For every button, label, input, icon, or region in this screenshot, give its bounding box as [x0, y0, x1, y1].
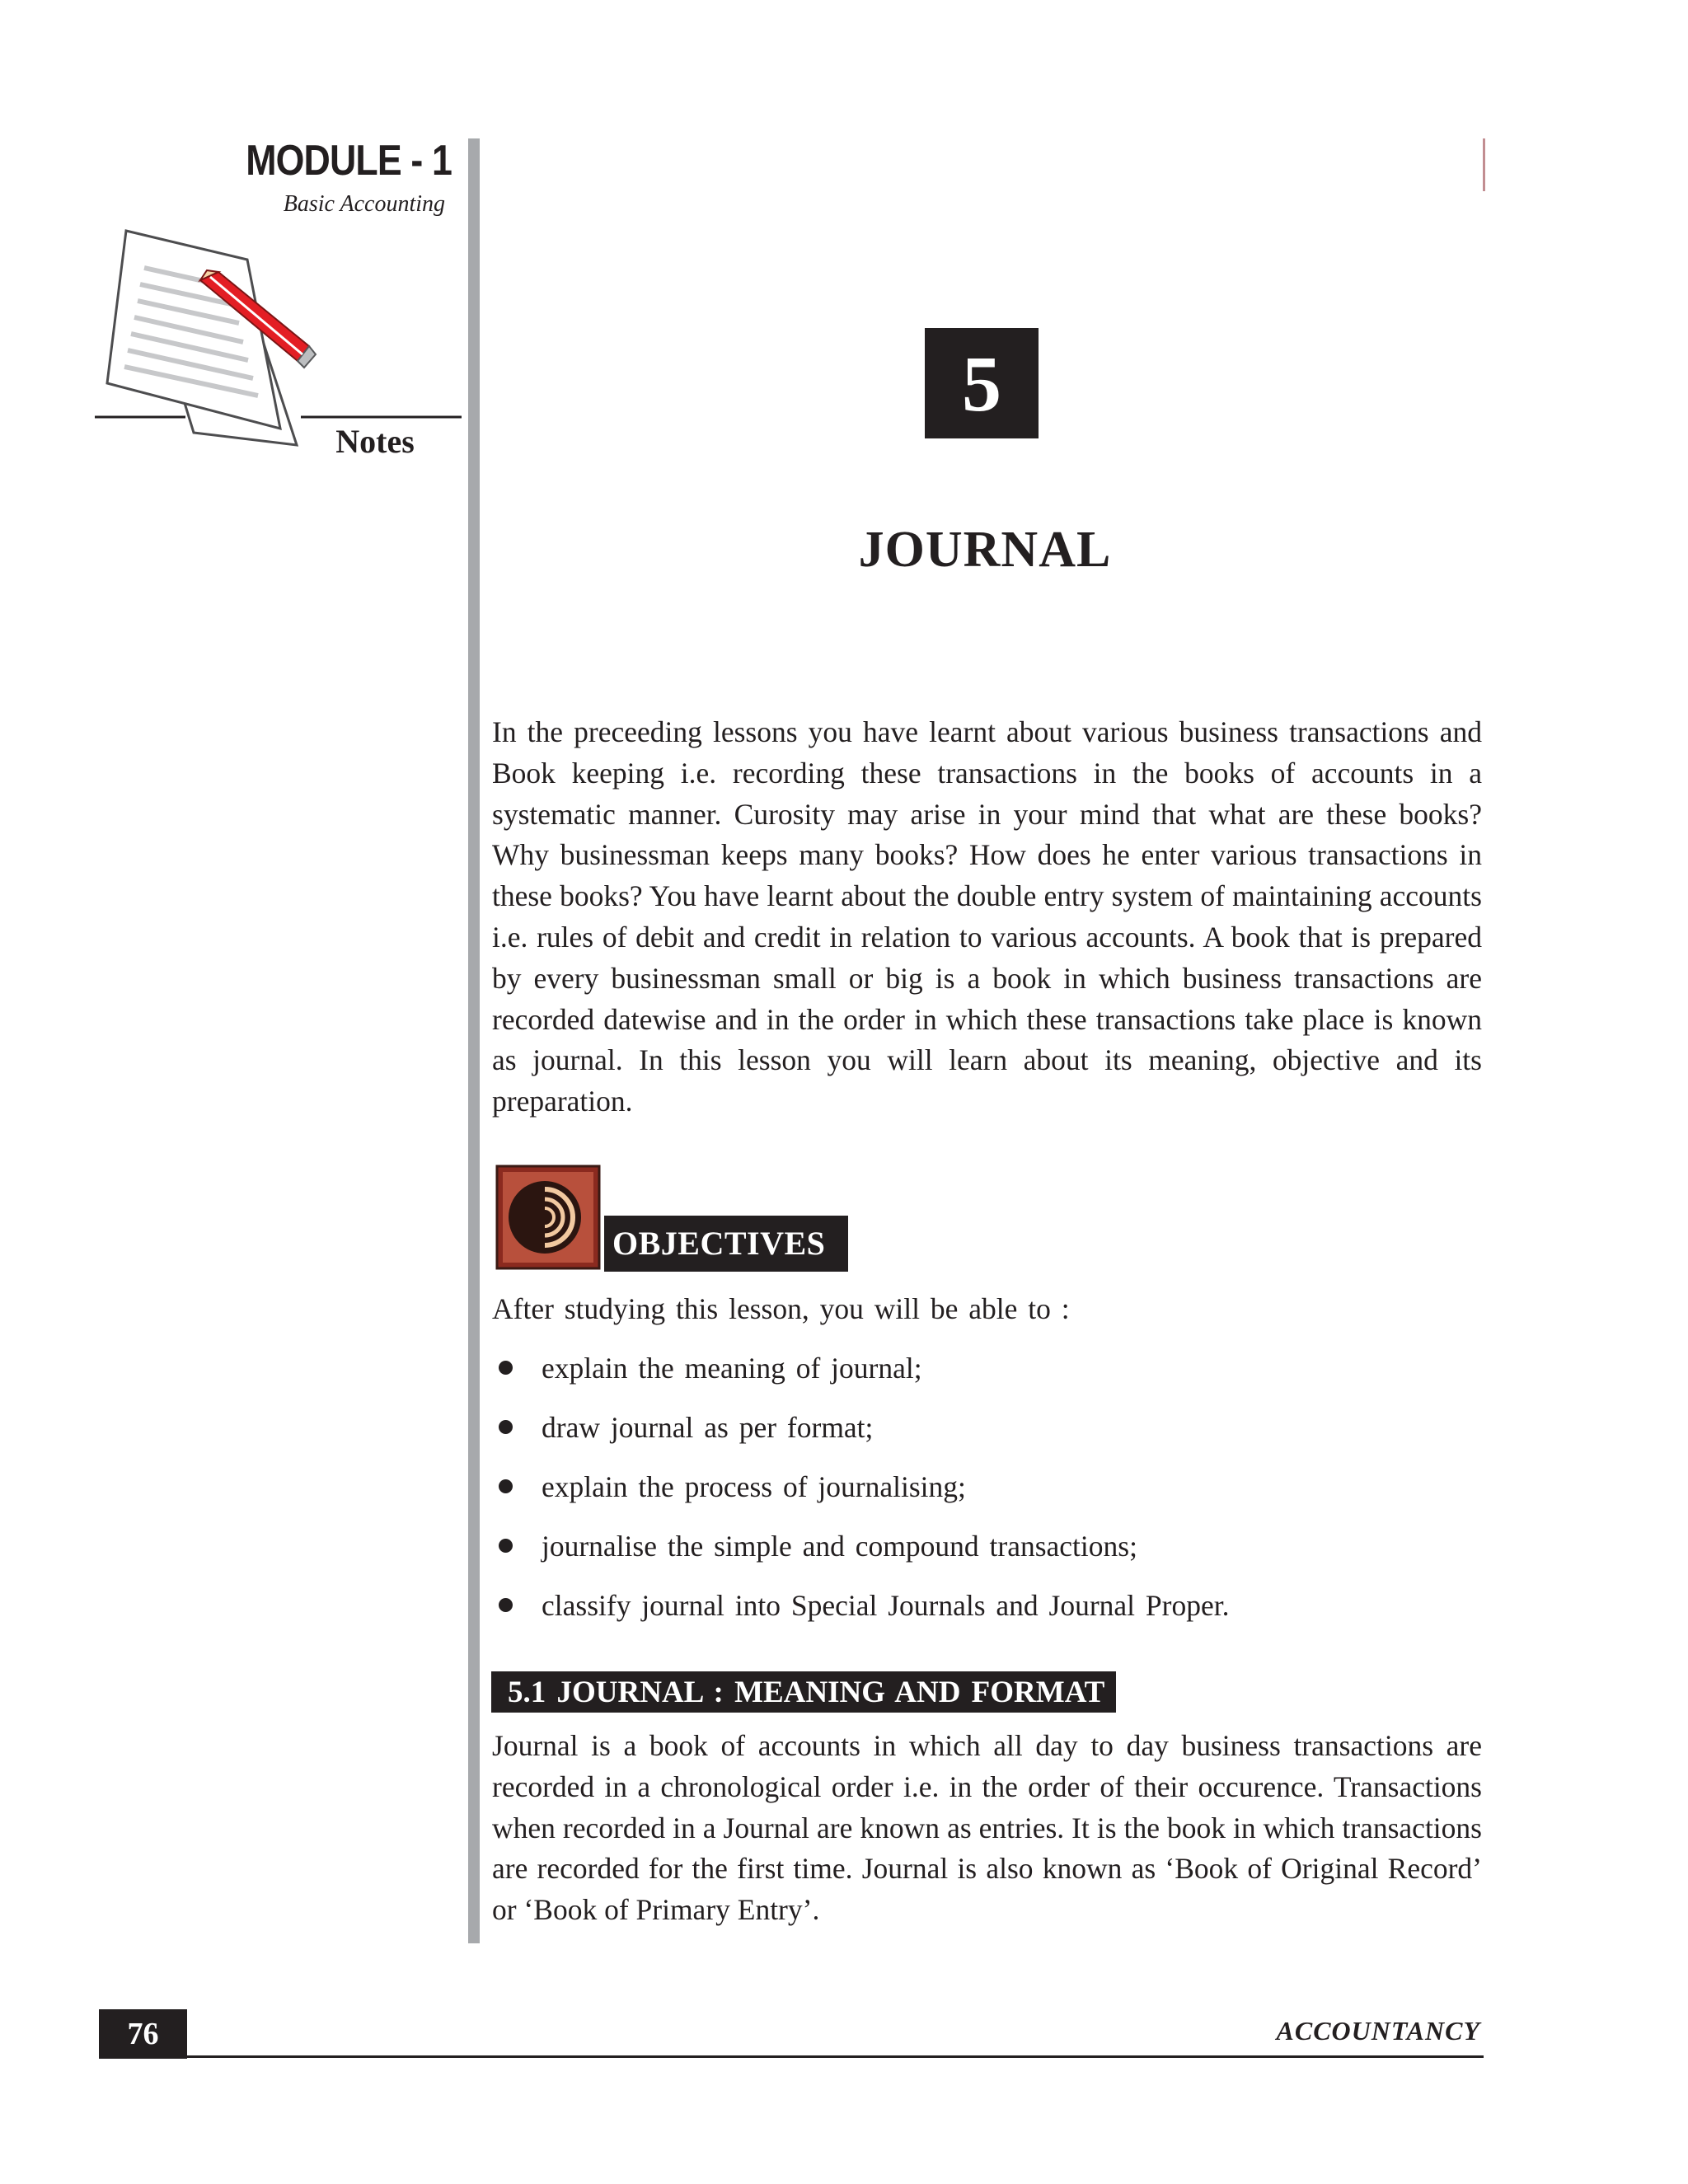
module-subtitle: Basic Accounting [283, 191, 445, 217]
footer-subject: ACCOUNTANCY [1276, 2016, 1480, 2046]
section-paragraph: Journal is a book of accounts in which all day to day business transactions are recorded in a chronological order i.e. in the order of their occurence. Transactions when recorded in a Journal are known as entries. It is the book in which transactions are recorded for the first time. Journal is also known as ‘Book of Original Record’ or ‘Book of Primary Entry’. [492, 1729, 1482, 1927]
objectives-list [492, 1347, 1229, 1644]
objectives-heading: OBJECTIVES [604, 1216, 848, 1272]
objectives-target-icon [495, 1165, 601, 1270]
section-heading: 5.1 JOURNAL : MEANING AND FORMAT [491, 1671, 1116, 1713]
page-number: 76 [99, 2009, 187, 2059]
bullet-icon [499, 1479, 513, 1493]
objective-item: explain the meaning of journal; [492, 1347, 1229, 1407]
chapter-title: JOURNAL [858, 522, 1112, 578]
objective-item: draw journal as per format; [492, 1407, 1229, 1466]
module-title: MODULE - 1 [246, 137, 452, 185]
intro-paragraph: In the preceeding lessons you have learnt about various business transactions and Book keeping i.e. recording these transactions in the books of accounts in a systematic manner. Curosity may arise in your mind that what are these books? Why businessman keeps many books? How does he enter various transactions in these books? You have learnt about the double entry system of maintaining accounts i.e. rules of debit and credit in relation to various accounts. A book that is prepared by every businessman small or big is a book in which business transactions are recorded datewise and in the order in which these transactions take place is known as journal. In this lesson you will learn about its meaning, objective and its preparation. [492, 715, 1482, 1118]
objective-item: classify journal into Special Journals and Journal Proper. [492, 1585, 1229, 1644]
bullet-icon [499, 1539, 513, 1553]
bullet-icon [499, 1598, 513, 1612]
footer-rule [99, 2055, 1484, 2058]
objectives-intro: After studying this lesson, you will be able to : [492, 1292, 1070, 1325]
notes-label: Notes [335, 423, 415, 460]
objective-item: explain the process of journalising; [492, 1466, 1229, 1526]
margin-divider [468, 138, 480, 1943]
bullet-icon [499, 1420, 513, 1434]
objective-item: journalise the simple and compound transactions; [492, 1526, 1229, 1585]
bullet-icon [499, 1361, 513, 1375]
page-edge-mark [1483, 138, 1485, 191]
chapter-number: 5 [925, 328, 1039, 438]
